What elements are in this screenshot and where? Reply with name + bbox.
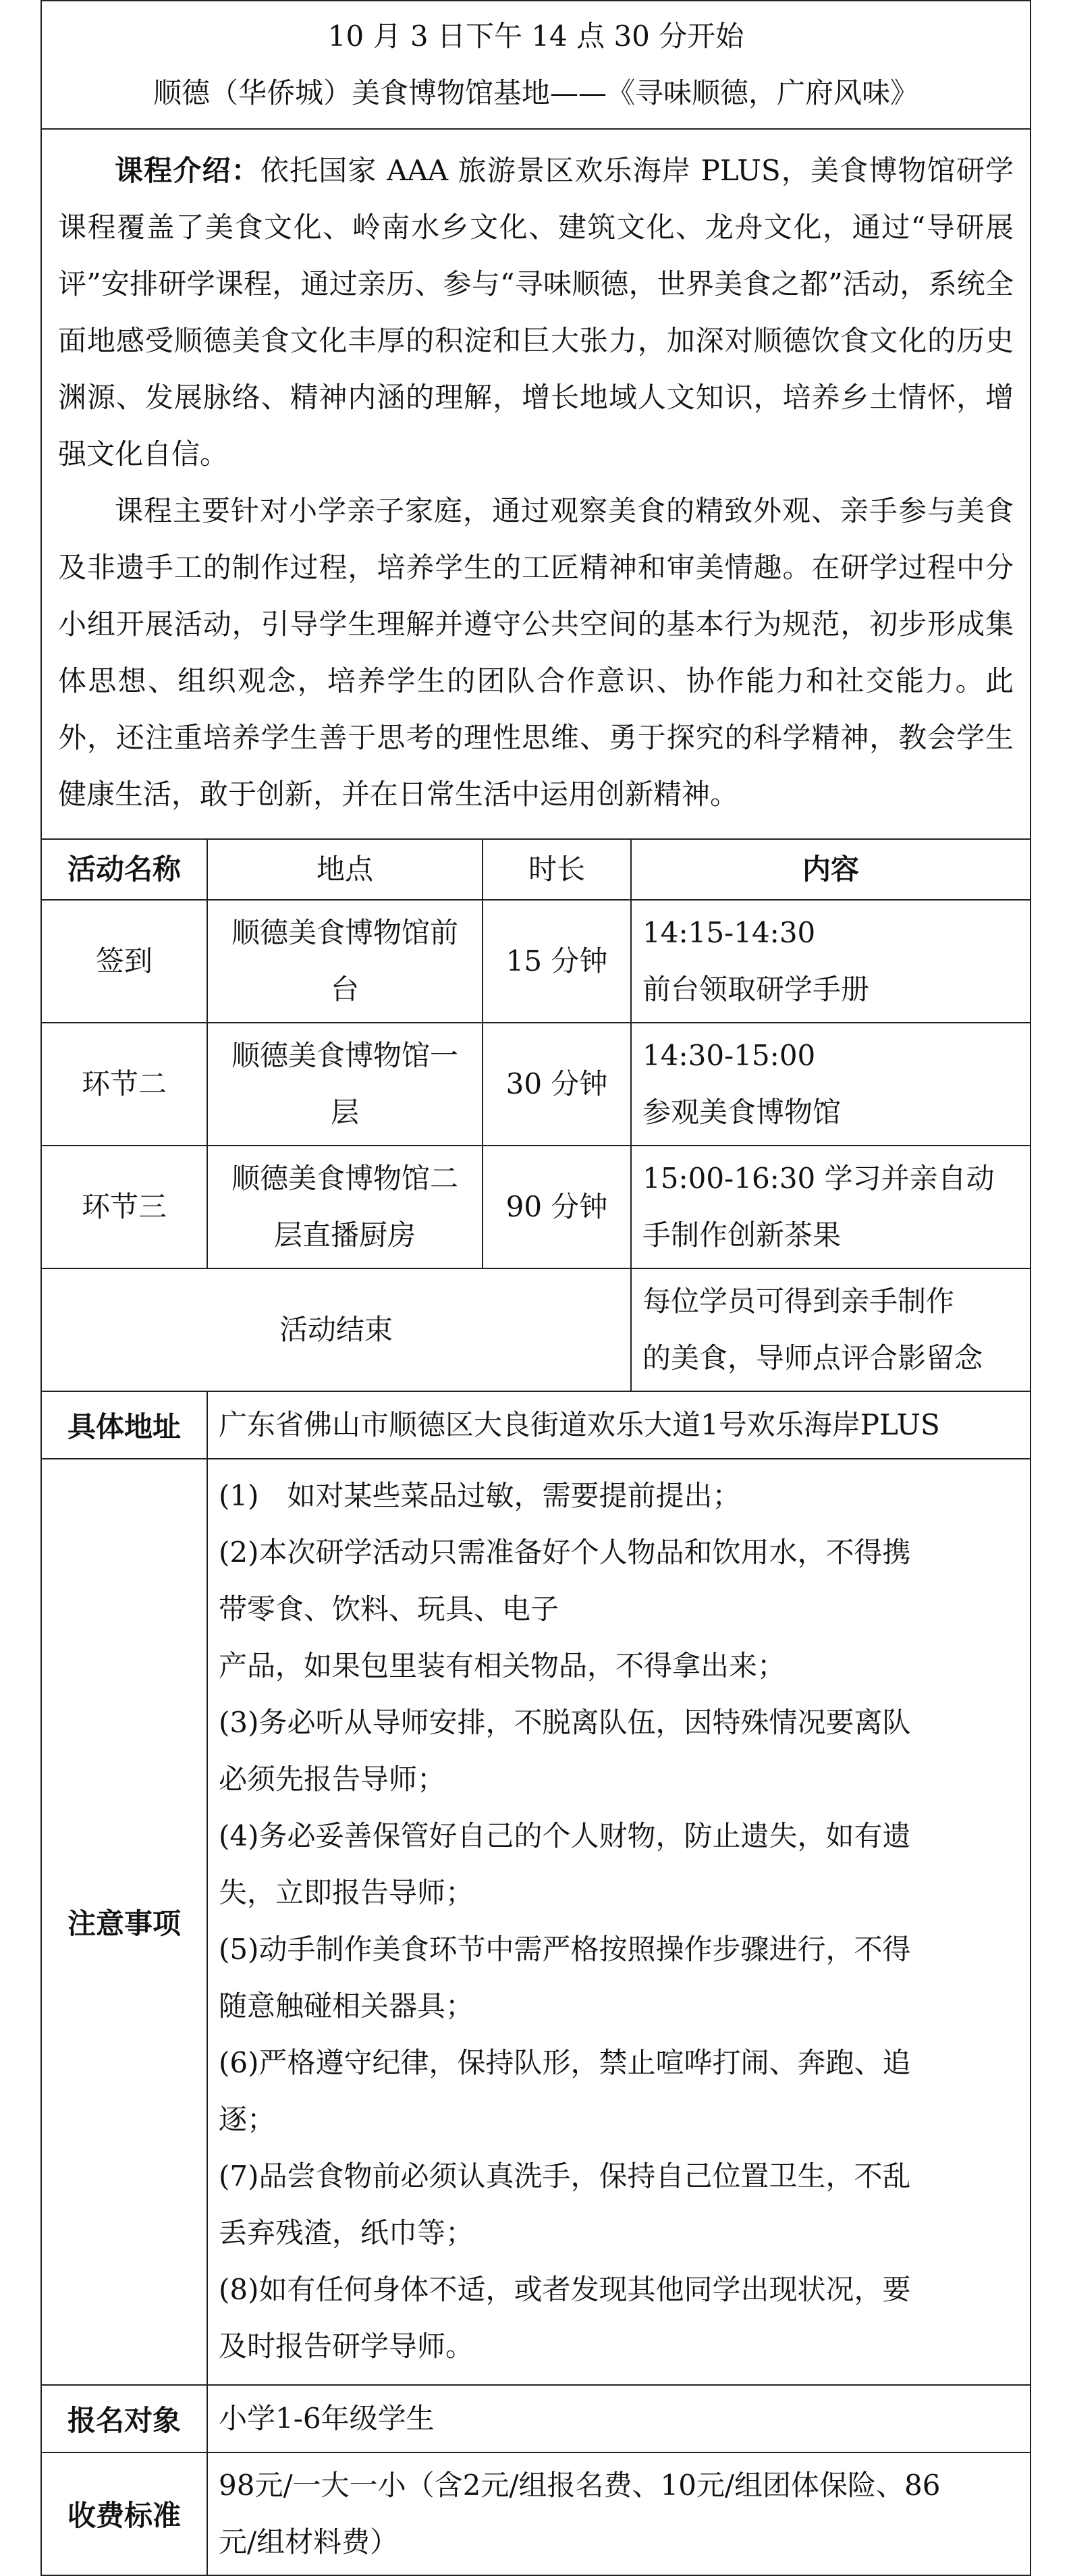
notice-line: 丢弃残渣，纸巾等； [219,2216,474,2249]
header-row [41,1,1031,129]
event-time-title: 10 月 3 日下午 14 点 30 分开始 [327,20,744,53]
activity-end-label: 活动结束 [41,1268,631,1391]
intro-cell [41,129,1031,839]
col-header-content: 内容 [631,839,1031,900]
intro-row [41,129,1031,839]
address-label: 具体地址 [41,1391,207,1459]
fees-value-line-1: 98元/一大一小（含2元/组报名费、10元/组团体保险、86 [219,2469,941,2502]
fees-value-cell [207,2452,1031,2575]
notice-line: (1) 如对某些菜品过敏，需要提前提出； [219,1479,741,1512]
activity-place-line-1: 顺德美食博物馆一 [231,1039,458,1072]
program-table [40,0,1031,2576]
fees-row [41,2452,1031,2575]
intro-paragraph-1 [58,142,1014,483]
activity-place-line-2: 台 [330,973,359,1006]
fees-label: 收费标准 [41,2452,207,2575]
col-header-place: 地点 [207,839,483,900]
event-course-title: 顺德（华侨城）美食博物馆基地——《寻味顺德，广府风味》 [153,76,919,109]
activity-content [631,900,1031,1023]
audience-row [41,2385,1031,2452]
notices-label: 注意事项 [41,1459,207,2385]
activity-content-line-1: 15:00-16:30 学习并亲自动 [642,1162,995,1195]
activity-content-line-2: 手制作创新茶果 [642,1218,842,1252]
intro-paragraph-2: 课程主要针对小学亲子家庭，通过观察美食的精致外观、亲手参与美食及非遗手工的制作过程，培养学生的工匠精神和审美情趣。在研学过程中分小组开展活动，引导学生理解并遵守公共空间的基本行为规范，初步形成集体思想、组织观念，培养学生的团队合作意识、协作能力和社交能力。此外，还注重培养学生善于思考的理性思维、勇于探究的科学精神，教会学生健康生活，敢于创新，并在日常生活中运用创新精神。 [58,494,1014,811]
audience-label: 报名对象 [41,2385,207,2452]
activity-place-line-1: 顺德美食博物馆前 [231,916,458,949]
address-row [41,1391,1031,1459]
notice-line: 必须先报告导师； [219,1763,446,1796]
table-row [41,1146,1031,1268]
activity-place-line-1: 顺德美食博物馆二 [231,1162,458,1195]
notice-line: (6)严格遵守纪律，保持队形，禁止喧哗打闹、奔跑、追 [219,2046,911,2079]
notice-line: (4)务必妥善保管好自己的个人财物，防止遗失，如有遗 [219,1819,911,1852]
document-page [40,0,1030,2576]
activity-end-line-1: 每位学员可得到亲手制作 [642,1285,955,1318]
activity-place [207,1023,483,1146]
activity-name: 环节三 [41,1146,207,1268]
table-row [41,900,1031,1023]
notice-line: 及时报告研学导师。 [219,2330,474,2363]
activity-content [631,1023,1031,1146]
notice-line: (3)务必听从导师安排，不脱离队伍，因特殊情况要离队 [219,1706,911,1739]
table-row [41,1023,1031,1146]
notice-line: 失，立即报告导师； [219,1876,474,1909]
audience-value-cell [207,2385,1031,2452]
activity-end-content [631,1268,1031,1391]
activity-content-line-2: 参观美食博物馆 [642,1096,842,1129]
intro-text-1: 依托国家 AAA 旅游景区欢乐海岸 PLUS，美食博物馆研学课程覆盖了美食文化、岭南水乡文化、建筑文化、龙舟文化，通过“导研展评”安排研学课程，通过亲历、参与“寻味顺德，世界美食之都”活动，系统全面地感受顺德美食文化丰厚的积淀和巨大张力，加深对顺德饮食文化的历史渊源、发展脉络、精神内涵的理解，增长地域人文知识，培养乡土情怀，增强文化自信。 [58,154,1014,471]
intro-label: 课程介绍： [115,154,260,187]
notices-cell [207,1459,1031,2385]
notice-line: 逐； [219,2103,276,2136]
col-header-name: 活动名称 [41,839,207,900]
activity-content-line-2: 前台领取研学手册 [642,973,870,1006]
activity-place [207,900,483,1023]
activity-place [207,1146,483,1268]
notice-line: (5)动手制作美食环节中需严格按照操作步骤进行，不得 [219,1933,911,1966]
activity-end-row [41,1268,1031,1391]
activity-duration: 90 分钟 [483,1146,631,1268]
col-header-duration: 时长 [483,839,631,900]
activity-content [631,1146,1031,1268]
notice-line: (2)本次研学活动只需准备好个人物品和饮用水，不得携 [219,1536,911,1569]
notice-line: (8)如有任何身体不适，或者发现其他同学出现状况，要 [219,2273,911,2306]
address-value-cell [207,1391,1031,1459]
notice-line: 带零食、饮料、玩具、电子 [219,1592,559,1626]
activity-content-line-1: 14:30-15:00 [642,1039,816,1072]
audience-value: 小学1-6年级学生 [219,2402,435,2435]
notice-line: 产品，如果包里装有相关物品，不得拿出来； [219,1649,786,1682]
header-cell [41,1,1031,129]
activity-place-line-2: 层直播厨房 [273,1218,416,1252]
activity-content-line-1: 14:15-14:30 [642,916,816,949]
activity-duration: 15 分钟 [483,900,631,1023]
notice-line: (7)品尝食物前必须认真洗手，保持自己位置卫生，不乱 [219,2159,911,2193]
schedule-header-row [41,839,1031,900]
notice-line: 随意触碰相关器具； [219,1989,474,2022]
activity-end-line-2: 的美食，导师点评合影留念 [642,1341,983,1374]
activity-duration: 30 分钟 [483,1023,631,1146]
activity-name: 签到 [41,900,207,1023]
notices-row [41,1459,1031,2385]
address-value: 广东省佛山市顺德区大良街道欢乐大道1号欢乐海岸PLUS [219,1408,940,1441]
fees-value-line-2: 元/组材料费） [219,2525,399,2558]
activity-name: 环节二 [41,1023,207,1146]
activity-place-line-2: 层 [330,1096,359,1129]
